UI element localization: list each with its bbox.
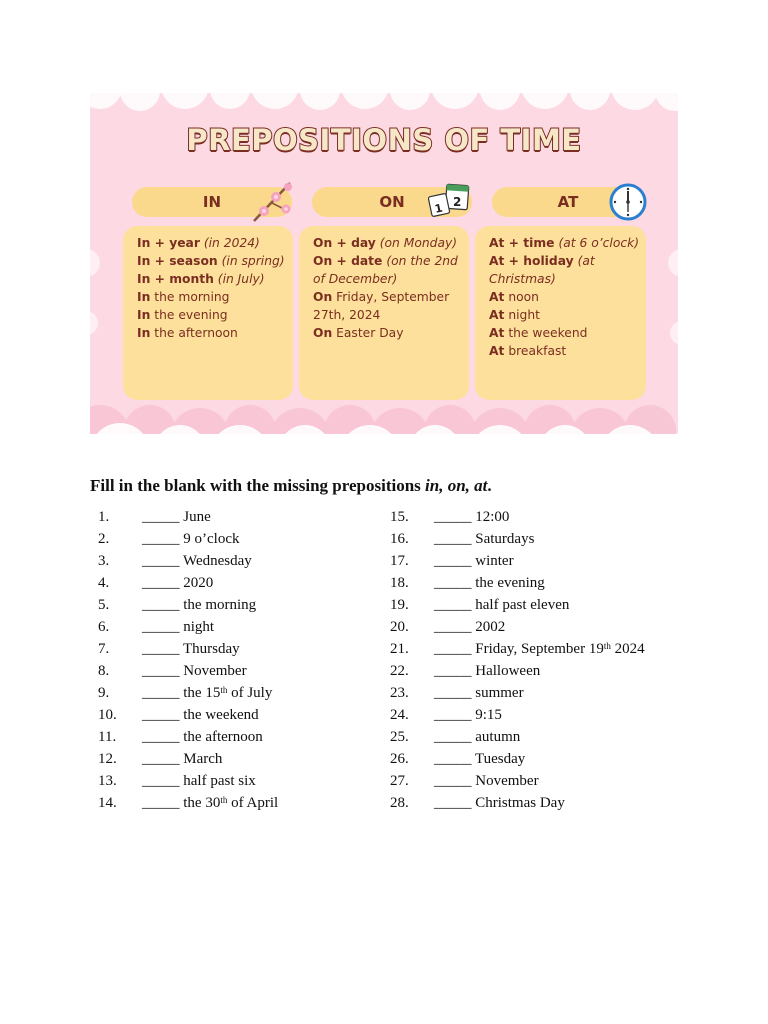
exercise-item — [390, 572, 690, 594]
answer-blank[interactable]: _____ — [434, 685, 472, 701]
item-content — [434, 770, 539, 792]
item-content — [142, 660, 247, 682]
rule-keyword: At — [489, 308, 505, 322]
exercise-item — [98, 528, 378, 550]
answer-blank[interactable]: _____ — [142, 597, 180, 613]
item-content — [434, 638, 645, 660]
rule-text: the afternoon — [150, 326, 238, 340]
answer-blank[interactable]: _____ — [142, 531, 180, 547]
rule-keyword: In — [137, 290, 151, 304]
item-text: half past eleven — [475, 597, 570, 613]
exercise-item — [390, 528, 690, 550]
item-content — [434, 616, 505, 638]
rule-keyword: At + holiday — [489, 254, 574, 268]
item-content — [142, 704, 259, 726]
rule-text: Easter Day — [332, 326, 404, 340]
item-number: 18. — [390, 575, 409, 591]
item-text: the afternoon — [183, 729, 263, 745]
item-content — [434, 660, 540, 682]
item-text: March — [183, 751, 223, 767]
item-number: 3. — [98, 553, 110, 569]
item-number: 9. — [98, 685, 110, 701]
item-content — [142, 792, 278, 814]
item-content — [434, 594, 569, 616]
rule-example: (on Monday) — [379, 236, 458, 250]
rule-example: (in spring) — [221, 254, 285, 268]
item-text: November — [475, 773, 539, 789]
item-text: winter — [475, 553, 514, 569]
item-text: the 30 — [183, 795, 221, 811]
item-text: autumn — [475, 729, 521, 745]
answer-blank[interactable]: _____ — [434, 663, 472, 679]
answer-blank[interactable]: _____ — [434, 707, 472, 723]
item-text-after: of April — [227, 795, 279, 811]
item-number: 16. — [390, 531, 409, 547]
item-text: Thursday — [182, 641, 240, 657]
rule-line — [137, 306, 283, 324]
infographic-title: PREPOSITIONS OF TIME — [186, 123, 582, 157]
rule-text: noon — [504, 290, 539, 304]
exercise-item — [390, 550, 690, 572]
item-content — [142, 572, 213, 594]
card-in — [123, 226, 293, 400]
exercise-item — [98, 748, 378, 770]
item-number: 2. — [98, 531, 110, 547]
item-text: Saturdays — [475, 531, 535, 547]
item-content — [434, 550, 514, 572]
item-text: summer — [475, 685, 524, 701]
exercise-item — [390, 638, 690, 660]
answer-blank[interactable]: _____ — [142, 773, 180, 789]
exercise-item — [98, 770, 378, 792]
item-content — [434, 682, 524, 704]
item-text: 9:15 — [475, 707, 502, 723]
item-content — [434, 528, 534, 550]
exercise-item — [98, 792, 378, 814]
rule-line — [313, 270, 459, 288]
item-number: 13. — [98, 773, 117, 789]
answer-blank[interactable]: _____ — [434, 773, 472, 789]
item-content — [142, 550, 252, 572]
item-content — [434, 726, 520, 748]
item-number: 23. — [390, 685, 409, 701]
rule-keyword: On — [313, 326, 333, 340]
item-text: 2002 — [475, 619, 506, 635]
rule-keyword: In — [137, 308, 151, 322]
answer-blank[interactable]: _____ — [434, 641, 472, 657]
card-at — [475, 226, 646, 400]
item-text: the evening — [475, 575, 545, 591]
item-content — [142, 594, 256, 616]
exercise-item — [390, 770, 690, 792]
exercise-item — [390, 682, 690, 704]
exercise-item — [390, 594, 690, 616]
answer-blank[interactable]: _____ — [434, 729, 472, 745]
cherry-blossom-icon — [250, 179, 296, 225]
rule-keyword: In — [137, 326, 151, 340]
exercise-item — [98, 572, 378, 594]
rule-example: (at 6 o’clock) — [558, 236, 640, 250]
answer-blank[interactable]: _____ — [142, 663, 180, 679]
answer-blank[interactable]: _____ — [434, 575, 472, 591]
item-number: 10. — [98, 707, 117, 723]
rule-line — [489, 270, 636, 288]
exercise-column-right — [390, 506, 690, 814]
rule-example: (in 2024) — [203, 236, 260, 250]
rule-line — [489, 342, 636, 360]
exercise-item — [98, 682, 378, 704]
rule-line — [313, 288, 459, 306]
card-on — [299, 226, 469, 400]
rule-keyword: At + time — [489, 236, 555, 250]
item-number: 22. — [390, 663, 409, 679]
ordinal-suffix: th — [220, 795, 228, 805]
rule-keyword: On — [313, 290, 333, 304]
calendar-digit-1: 1 — [433, 201, 444, 216]
exercise-item — [98, 660, 378, 682]
item-number: 19. — [390, 597, 409, 613]
item-number: 17. — [390, 553, 409, 569]
item-content — [142, 748, 222, 770]
rule-keyword: At — [489, 290, 505, 304]
item-text: 9 o’clock — [183, 531, 240, 547]
answer-blank[interactable]: _____ — [434, 751, 472, 767]
rule-text: night — [504, 308, 540, 322]
exercise-item — [98, 638, 378, 660]
rule-keyword: At — [489, 326, 505, 340]
item-number: 5. — [98, 597, 110, 613]
exercise-item — [98, 616, 378, 638]
exercise-item — [390, 506, 690, 528]
answer-blank[interactable]: _____ — [434, 531, 472, 547]
rule-keyword: In + season — [137, 254, 218, 268]
item-text: night — [183, 619, 215, 635]
answer-blank[interactable]: _____ — [142, 795, 180, 811]
item-number: 7. — [98, 641, 110, 657]
item-content — [142, 528, 239, 550]
answer-blank[interactable]: _____ — [434, 509, 472, 525]
item-content — [142, 638, 240, 660]
rule-example: Christmas) — [489, 272, 556, 286]
item-content — [142, 726, 263, 748]
exercise-item — [98, 506, 378, 528]
item-text: the 15 — [183, 685, 221, 701]
answer-blank[interactable]: _____ — [142, 575, 180, 591]
answer-blank[interactable]: _____ — [142, 707, 180, 723]
exercise-item — [390, 748, 690, 770]
item-number: 15. — [390, 509, 409, 525]
exercise-item — [98, 594, 378, 616]
rule-line — [137, 324, 283, 342]
item-number: 24. — [390, 707, 409, 723]
rule-example: of December) — [313, 272, 398, 286]
item-content — [434, 748, 525, 770]
rule-keyword: In + year — [137, 236, 200, 250]
exercise-item — [98, 704, 378, 726]
item-content — [434, 506, 509, 528]
item-content — [434, 704, 502, 726]
item-content — [142, 770, 256, 792]
item-number: 21. — [390, 641, 409, 657]
rule-line — [313, 324, 459, 342]
rule-example: (on the 2nd — [386, 254, 458, 268]
item-text: half past six — [183, 773, 256, 789]
header-at: AT — [492, 187, 644, 217]
item-number: 27. — [390, 773, 409, 789]
clock-icon — [608, 182, 648, 222]
answer-blank[interactable]: _____ — [434, 597, 472, 613]
item-text: June — [183, 509, 211, 525]
item-content — [142, 616, 214, 638]
rule-line — [313, 252, 459, 270]
rule-line — [137, 288, 283, 306]
rule-line — [489, 306, 636, 324]
rule-text: the weekend — [504, 326, 588, 340]
exercise-item — [390, 704, 690, 726]
item-content — [434, 572, 545, 594]
item-content — [142, 506, 211, 528]
header-on: ON — [312, 187, 472, 217]
answer-blank[interactable]: _____ — [142, 553, 180, 569]
item-text: the morning — [183, 597, 257, 613]
answer-blank[interactable]: _____ — [142, 751, 180, 767]
rule-line — [489, 234, 640, 252]
calendar-icon — [428, 181, 472, 221]
rule-example: (at — [577, 254, 595, 268]
rule-text: breakfast — [504, 344, 567, 358]
answer-blank[interactable]: _____ — [434, 795, 472, 811]
item-number: 6. — [98, 619, 110, 635]
exercise-item — [390, 792, 690, 814]
rule-keyword: On + date — [313, 254, 383, 268]
item-number: 26. — [390, 751, 409, 767]
rule-example: (in July) — [217, 272, 265, 286]
item-content — [434, 792, 565, 814]
item-text: Wednesday — [182, 553, 252, 569]
header-in: IN — [132, 187, 292, 217]
rule-keyword: On + day — [313, 236, 376, 250]
answer-blank[interactable]: _____ — [142, 509, 180, 525]
item-text: 12:00 — [475, 509, 510, 525]
item-content — [142, 682, 272, 704]
rule-text: Friday, September — [332, 290, 450, 304]
item-number: 11. — [98, 729, 117, 745]
rule-text: 27th, 2024 — [313, 308, 381, 322]
item-text: Halloween — [475, 663, 541, 679]
rule-line — [489, 252, 636, 270]
rule-line — [137, 270, 283, 288]
item-text: Tuesday — [474, 751, 526, 767]
exercise-item — [390, 726, 690, 748]
item-text: the weekend — [183, 707, 259, 723]
item-number: 14. — [98, 795, 117, 811]
answer-blank[interactable]: _____ — [142, 685, 180, 701]
item-text-after: of July — [227, 685, 273, 701]
item-text: November — [183, 663, 247, 679]
rule-text: the morning — [150, 290, 230, 304]
rule-text: the evening — [150, 308, 228, 322]
exercise-item — [390, 616, 690, 638]
item-text: Friday, September 19 — [475, 641, 604, 657]
item-number: 4. — [98, 575, 110, 591]
answer-blank[interactable]: _____ — [434, 619, 472, 635]
rule-keyword: In + month — [137, 272, 214, 286]
exercise-item — [390, 660, 690, 682]
exercise-item — [98, 726, 378, 748]
item-number: 28. — [390, 795, 409, 811]
item-text: 2020 — [183, 575, 214, 591]
item-number: 20. — [390, 619, 409, 635]
answer-blank[interactable]: _____ — [142, 619, 180, 635]
ordinal-suffix: th — [220, 685, 228, 695]
rule-line — [137, 234, 283, 252]
rule-line — [489, 288, 636, 306]
rule-line — [489, 324, 636, 342]
answer-blank[interactable]: _____ — [142, 729, 180, 745]
rule-line — [313, 234, 459, 252]
exercise-item — [98, 550, 378, 572]
item-number: 1. — [98, 509, 110, 525]
prepositions-infographic — [90, 93, 678, 434]
item-number: 12. — [98, 751, 117, 767]
item-number: 8. — [98, 663, 110, 679]
rule-line — [313, 306, 459, 324]
calendar-digit-2: 2 — [453, 195, 462, 209]
answer-blank[interactable]: _____ — [434, 553, 472, 569]
exercise-column-left — [98, 506, 378, 814]
instruction-text: Fill in the blank with the missing prepositions in, on, at. — [90, 476, 492, 495]
ordinal-suffix: th — [603, 641, 611, 651]
rule-keyword: At — [489, 344, 505, 358]
item-text-after: 2024 — [610, 641, 645, 657]
rule-line — [137, 252, 283, 270]
item-number: 25. — [390, 729, 409, 745]
answer-blank[interactable]: _____ — [142, 641, 180, 657]
item-text: Christmas Day — [475, 795, 565, 811]
